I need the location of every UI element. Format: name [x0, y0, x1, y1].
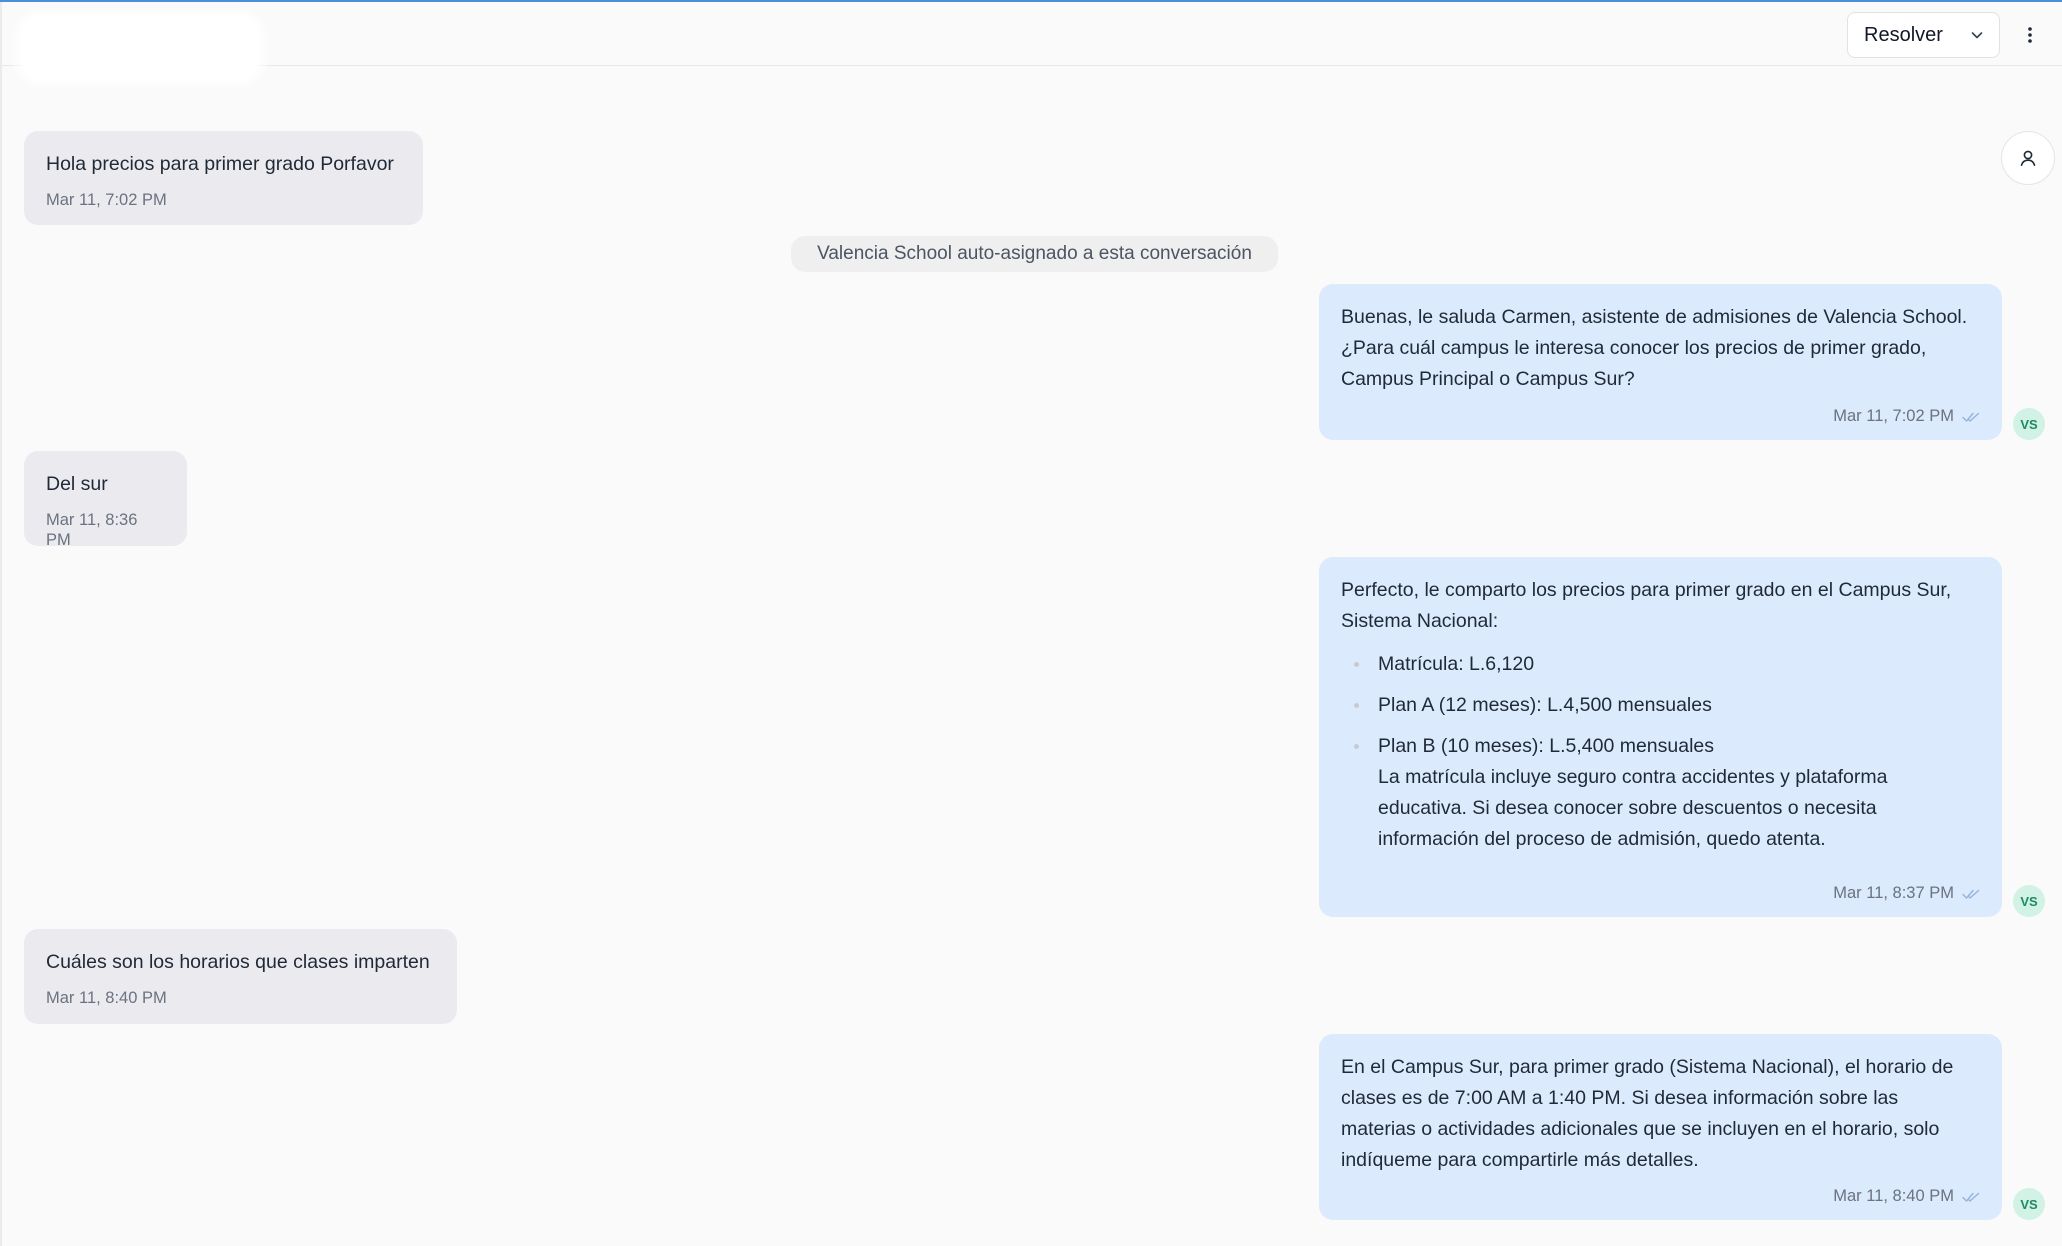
message-line: materias o actividades adicionales que se incluyen en el horario, solo — [1341, 1118, 1940, 1140]
message-line: En el Campus Sur, para primer grado (Sistema Nacional), el horario de — [1341, 1056, 1954, 1078]
message-line: clases es de 7:00 AM a 1:40 PM. Si desea información sobre las — [1341, 1087, 1899, 1109]
read-receipt-icon — [1962, 1191, 1980, 1203]
chevron-down-icon — [1969, 27, 1985, 43]
message-timestamp: Mar 11, 7:02 PM — [1833, 407, 1954, 425]
message-outgoing — [1319, 557, 2002, 917]
left-divider — [0, 2, 2, 1246]
message-line: ¿Para cuál campus le interesa conocer los precios de primer grado, — [1341, 337, 1927, 359]
message-line: Perfecto, le comparto los precios para primer grado en el Campus Sur, — [1341, 579, 1952, 601]
activity-message: Valencia School auto-asignado a esta conversación — [791, 236, 1278, 272]
message-incoming — [24, 929, 457, 1024]
agent-avatar: VS — [2013, 408, 2045, 440]
contact-info-redacted — [24, 20, 256, 76]
message-incoming — [24, 451, 187, 549]
message-timestamp: Mar 11, 8:36 PM — [46, 511, 138, 549]
message-incoming — [24, 131, 423, 225]
message-meta — [1833, 407, 1980, 426]
message-meta — [1833, 884, 1980, 903]
agent-avatar: VS — [2013, 885, 2045, 917]
message-text: Cuáles son los horarios que clases imparten — [46, 951, 430, 973]
message-line: Campus Principal o Campus Sur? — [1341, 368, 1635, 390]
resolve-label: Resolver — [1864, 23, 1943, 46]
more-vertical-icon — [2027, 25, 2033, 45]
message-line: Buenas, le saluda Carmen, asistente de admisiones de Valencia School. — [1341, 306, 1968, 328]
message-note — [1341, 762, 1980, 855]
message-timestamp: Mar 11, 8:37 PM — [1833, 884, 1954, 902]
message-outgoing — [1319, 284, 2002, 440]
message-meta — [1833, 1187, 1980, 1206]
agent-avatar: VS — [2013, 1188, 2045, 1220]
message-timestamp: Mar 11, 8:40 PM — [46, 989, 167, 1007]
resolve-dropdown[interactable] — [1847, 12, 2000, 58]
message-text: Del sur — [46, 473, 108, 495]
contact-panel-button[interactable] — [2001, 131, 2055, 185]
read-receipt-icon — [1962, 888, 1980, 900]
message-line: información del proceso de admisión, quedo atenta. — [1378, 828, 1826, 850]
read-receipt-icon — [1962, 411, 1980, 423]
price-list-item: Plan A (12 meses): L.4,500 mensuales — [1341, 690, 1980, 721]
message-timestamp: Mar 11, 7:02 PM — [46, 191, 167, 209]
price-list-item: Matrícula: L.6,120 — [1341, 649, 1980, 680]
message-timestamp: Mar 11, 8:40 PM — [1833, 1187, 1954, 1205]
conversation-header — [2, 2, 2062, 66]
price-list — [1341, 649, 1980, 762]
user-icon — [2018, 148, 2038, 168]
message-outgoing — [1319, 1034, 2002, 1220]
message-line: indíqueme para compartirle más detalles. — [1341, 1149, 1699, 1171]
message-line: educativa. Si desea conocer sobre descuentos o necesita — [1378, 797, 1877, 819]
message-line: Sistema Nacional: — [1341, 610, 1499, 632]
message-line: La matrícula incluye seguro contra accidentes y plataforma — [1378, 766, 1888, 788]
price-list-item: Plan B (10 meses): L.5,400 mensuales — [1341, 731, 1980, 762]
message-text: Hola precios para primer grado Porfavor — [46, 153, 394, 175]
more-options-button[interactable] — [2018, 20, 2042, 50]
